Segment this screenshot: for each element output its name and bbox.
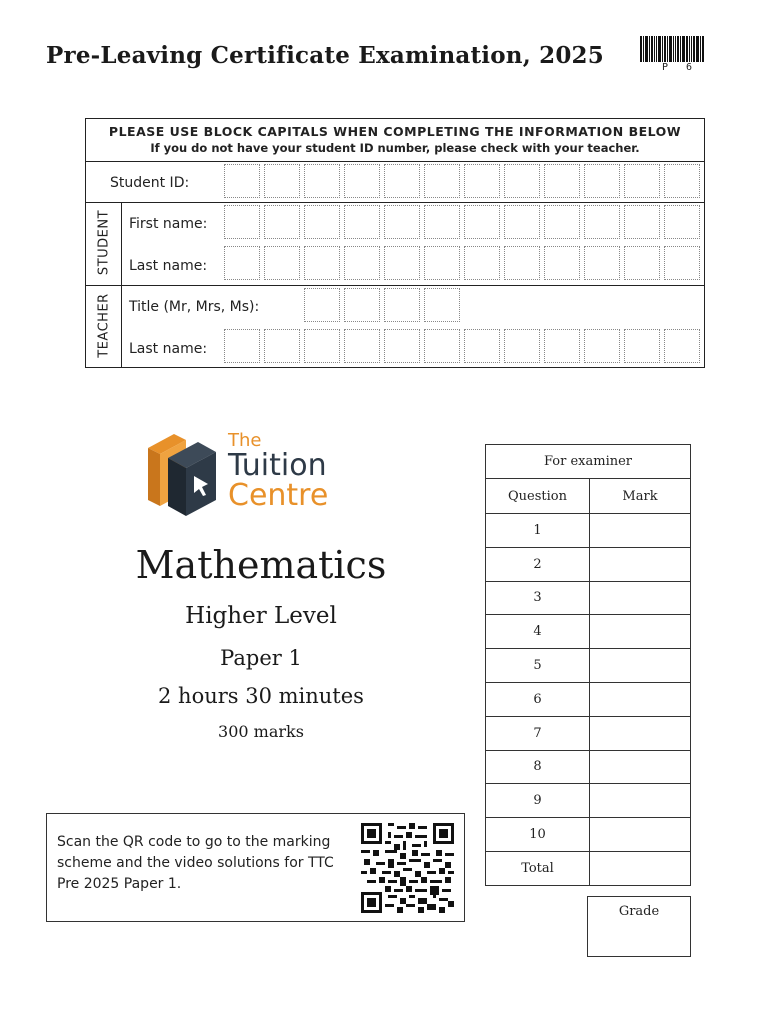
question-number: 10 bbox=[486, 818, 590, 852]
info-heading-sub: If you do not have your student ID number, please check with your teacher. bbox=[150, 141, 640, 155]
col-mark-header: Mark bbox=[590, 479, 691, 514]
mark-cell[interactable] bbox=[590, 615, 691, 649]
first-name-boxes[interactable] bbox=[224, 205, 700, 239]
char-box[interactable] bbox=[424, 329, 460, 363]
char-box[interactable] bbox=[384, 329, 420, 363]
teacher-band-label: TEACHER bbox=[96, 293, 112, 358]
question-number: 1 bbox=[486, 514, 590, 548]
info-heading-main: PLEASE USE BLOCK CAPITALS WHEN COMPLETING THE INFORMATION BELOW bbox=[108, 124, 682, 139]
char-box[interactable] bbox=[384, 246, 420, 280]
question-number: 3 bbox=[486, 581, 590, 615]
char-box[interactable] bbox=[384, 164, 420, 198]
char-box[interactable] bbox=[224, 329, 260, 363]
question-number: 8 bbox=[486, 750, 590, 784]
teacher-title-label: Title (Mr, Mrs, Ms): bbox=[129, 299, 260, 315]
question-number: 5 bbox=[486, 649, 590, 683]
char-box[interactable] bbox=[224, 246, 260, 280]
char-box[interactable] bbox=[384, 288, 420, 322]
mark-cell[interactable] bbox=[590, 547, 691, 581]
table-row bbox=[486, 581, 691, 615]
question-number: 6 bbox=[486, 682, 590, 716]
table-row bbox=[486, 649, 691, 683]
char-box[interactable] bbox=[424, 205, 460, 239]
mark-cell[interactable] bbox=[590, 682, 691, 716]
char-box[interactable] bbox=[504, 329, 540, 363]
char-box[interactable] bbox=[264, 329, 300, 363]
char-box[interactable] bbox=[264, 164, 300, 198]
logo-text-centre: Centre bbox=[228, 478, 329, 513]
char-box[interactable] bbox=[664, 329, 700, 363]
char-box[interactable] bbox=[544, 164, 580, 198]
question-number: 7 bbox=[486, 716, 590, 750]
table-row bbox=[486, 716, 691, 750]
total-marks: 300 marks bbox=[218, 722, 304, 741]
table-row bbox=[486, 682, 691, 716]
mark-cell[interactable] bbox=[590, 581, 691, 615]
exam-title: Pre-Leaving Certificate Examination, 2025 bbox=[46, 42, 604, 69]
logo-text-tuition: Tuition bbox=[228, 448, 327, 483]
total-mark-cell[interactable] bbox=[590, 851, 691, 885]
char-box[interactable] bbox=[304, 288, 340, 322]
total-label: Total bbox=[486, 851, 590, 885]
col-question-header: Question bbox=[486, 479, 590, 514]
total-row bbox=[486, 851, 691, 885]
table-row bbox=[486, 615, 691, 649]
char-box[interactable] bbox=[384, 205, 420, 239]
examiner-table bbox=[485, 444, 691, 886]
char-box[interactable] bbox=[584, 205, 620, 239]
last-name-label: Last name: bbox=[129, 258, 208, 274]
char-box[interactable] bbox=[504, 205, 540, 239]
question-number: 4 bbox=[486, 615, 590, 649]
char-box[interactable] bbox=[344, 246, 380, 280]
teacher-last-name-label: Last name: bbox=[129, 341, 208, 357]
char-box[interactable] bbox=[304, 164, 340, 198]
table-row bbox=[486, 750, 691, 784]
barcode bbox=[640, 36, 710, 62]
divider bbox=[86, 285, 704, 286]
char-box[interactable] bbox=[344, 205, 380, 239]
char-box[interactable] bbox=[624, 329, 660, 363]
char-box[interactable] bbox=[424, 288, 460, 322]
examiner-table-title: For examiner bbox=[486, 445, 691, 479]
char-box[interactable] bbox=[304, 329, 340, 363]
char-box[interactable] bbox=[304, 246, 340, 280]
subject-name: Mathematics bbox=[135, 543, 387, 587]
teacher-title-boxes[interactable] bbox=[304, 288, 460, 322]
mark-cell[interactable] bbox=[590, 784, 691, 818]
divider bbox=[86, 202, 704, 203]
char-box[interactable] bbox=[264, 205, 300, 239]
barcode-text: P 6 bbox=[662, 62, 699, 73]
char-box[interactable] bbox=[544, 329, 580, 363]
char-box[interactable] bbox=[664, 205, 700, 239]
student-band-label: STUDENT bbox=[96, 209, 112, 276]
char-box[interactable] bbox=[504, 164, 540, 198]
info-heading bbox=[86, 119, 704, 162]
char-box[interactable] bbox=[544, 246, 580, 280]
char-box[interactable] bbox=[464, 329, 500, 363]
char-box[interactable] bbox=[344, 329, 380, 363]
char-box[interactable] bbox=[504, 246, 540, 280]
student-id-boxes[interactable] bbox=[224, 164, 700, 198]
grade-box[interactable] bbox=[587, 896, 691, 957]
exam-duration: 2 hours 30 minutes bbox=[158, 684, 364, 708]
char-box[interactable] bbox=[544, 205, 580, 239]
char-box[interactable] bbox=[464, 246, 500, 280]
grade-label: Grade bbox=[618, 904, 660, 919]
char-box[interactable] bbox=[624, 205, 660, 239]
char-box[interactable] bbox=[344, 164, 380, 198]
char-box[interactable] bbox=[224, 164, 260, 198]
char-box[interactable] bbox=[424, 164, 460, 198]
logo-text-the: The bbox=[228, 430, 262, 451]
char-box[interactable] bbox=[344, 288, 380, 322]
student-id-label: Student ID: bbox=[110, 175, 190, 191]
char-box[interactable] bbox=[584, 246, 620, 280]
mark-cell[interactable] bbox=[590, 750, 691, 784]
table-row bbox=[486, 514, 691, 548]
student-info-box bbox=[85, 118, 705, 368]
char-box[interactable] bbox=[464, 205, 500, 239]
char-box[interactable] bbox=[624, 164, 660, 198]
qr-info-box bbox=[46, 813, 465, 922]
char-box[interactable] bbox=[464, 164, 500, 198]
mark-cell[interactable] bbox=[590, 818, 691, 852]
qr-code-icon[interactable] bbox=[361, 823, 454, 913]
char-box[interactable] bbox=[304, 205, 340, 239]
teacher-last-name-boxes[interactable] bbox=[224, 329, 700, 363]
char-box[interactable] bbox=[664, 164, 700, 198]
char-box[interactable] bbox=[624, 246, 660, 280]
char-box[interactable] bbox=[664, 246, 700, 280]
question-number: 2 bbox=[486, 547, 590, 581]
first-name-label: First name: bbox=[129, 216, 208, 232]
char-box[interactable] bbox=[224, 205, 260, 239]
qr-instructions: Scan the QR code to go to the marking scheme and the video solutions for TTC Pre 2025 Paper 1. bbox=[57, 834, 334, 892]
mark-cell[interactable] bbox=[590, 649, 691, 683]
question-number: 9 bbox=[486, 784, 590, 818]
char-box[interactable] bbox=[584, 329, 620, 363]
last-name-boxes[interactable] bbox=[224, 246, 700, 280]
subject-level: Higher Level bbox=[185, 603, 337, 629]
char-box[interactable] bbox=[264, 246, 300, 280]
table-row bbox=[486, 818, 691, 852]
mark-cell[interactable] bbox=[590, 514, 691, 548]
mark-cell[interactable] bbox=[590, 716, 691, 750]
char-box[interactable] bbox=[424, 246, 460, 280]
char-box[interactable] bbox=[584, 164, 620, 198]
paper-number: Paper 1 bbox=[220, 646, 302, 670]
table-row bbox=[486, 547, 691, 581]
table-row bbox=[486, 784, 691, 818]
